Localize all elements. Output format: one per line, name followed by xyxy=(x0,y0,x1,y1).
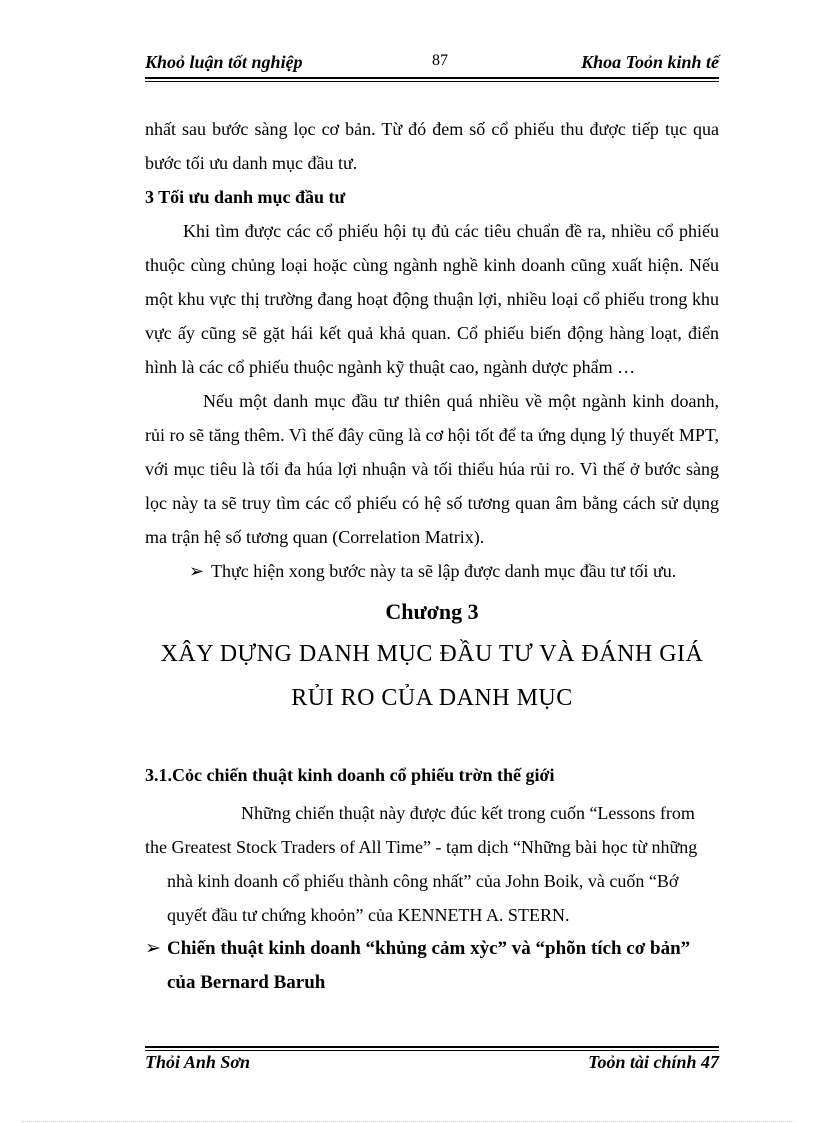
section-heading-optimize: 3 Tối ưu danh mục đầu tư xyxy=(145,187,346,207)
page-edge-divider xyxy=(22,1121,794,1122)
page-number: 87 xyxy=(432,52,448,69)
footer-class: Toỏn tài chính 47 xyxy=(588,1052,719,1072)
header-faculty-label: Khoa Toỏn kinh tế xyxy=(581,52,719,72)
page-header xyxy=(145,50,719,76)
bullet-baruch-line2: của Bernard Baruh xyxy=(167,972,326,993)
paragraph-optimize-intro: Khi tìm được các cổ phiếu hội tụ đủ các tiêu chuẩn đề ra, nhiều cổ phiếu thuộc cùng chủng loại hoặc cùng ngành nghề kinh doanh cũng xuất hiện. Nếu một khu vực thị trường đang hoạt động thuận lợi, nhiều loại cổ phiếu trong khu vực ấy cũng sẽ gặt hái kết quả khả quan. Cổ phiếu biến động hàng loạt, điển hình là các cổ phiếu thuộc ngành kỹ thuật cao, ngành dược phẩm … xyxy=(145,221,719,377)
bullet-baruch-line2-wrap xyxy=(145,966,719,1000)
chapter-number: Chương 3 xyxy=(385,599,479,624)
header-thesis-label: Khoỏ luận tốt nghiệp xyxy=(145,52,303,72)
header-rule xyxy=(145,77,719,82)
chapter-title-line1: XÂY DỰNG DANH MỤC ĐẦU TƯ VÀ ĐÁNH GIÁ xyxy=(160,641,704,667)
bullet-baruch-strategy xyxy=(145,932,719,966)
bullet-item xyxy=(145,554,719,588)
paragraph-strategies-line1: Những chiến thuật này được đúc kết trong cuốn “Lessons from xyxy=(241,803,695,823)
footer-rule xyxy=(145,1046,719,1051)
paragraph-strategies-line3: nhà kinh doanh cổ phiếu thành công nhất” của John Boik, và cuốn “Bớ xyxy=(167,871,679,891)
page-body xyxy=(145,112,719,1000)
paragraph-risk: Nếu một danh mục đầu tư thiên quá nhiều về một ngành kinh doanh, rủi ro sẽ tăng thêm. Vì thế đây cũng là cơ hội tốt để ta ứng dụng lý thuyết MPT, với mục tiêu là tối đa húa lợi nhuận và tối thiểu húa rủi ro. Vì thế ở bước sàng lọc này ta sẽ truy tìm các cổ phiếu có hệ số tương quan âm bằng cách sử dụng ma trận hệ số tương quan (Correlation Matrix). xyxy=(145,391,719,547)
arrow-bullet-icon: ➢ xyxy=(189,561,205,581)
arrow-bullet-icon: ➢ xyxy=(145,938,161,959)
paragraph-strategies-line4: quyết đầu tư chứng khoỏn” của KENNETH A. STERN. xyxy=(167,905,570,925)
bullet-text: Thực hiện xong bước này ta sẽ lập được danh mục đầu tư tối ưu. xyxy=(211,561,677,581)
page-footer xyxy=(145,1052,719,1076)
bullet-baruch-line1: Chiến thuật kinh doanh “khủng cảm xỳc” và “phõn tích cơ bản” xyxy=(167,938,691,959)
paragraph-continuation: nhất sau bước sàng lọc cơ bản. Từ đó đem số cổ phiếu thu được tiếp tục qua bước tối ưu danh mục đầu tư. xyxy=(145,119,719,173)
section-heading-strategies: 3.1.Cỏc chiến thuật kinh doanh cổ phiếu trờn thế giới xyxy=(145,765,555,785)
chapter-title-line2: RỦI RO CỦA DANH MỤC xyxy=(291,685,573,711)
footer-author: Thỏi Anh Sơn xyxy=(145,1052,251,1072)
paragraph-strategies-line2: the Greatest Stock Traders of All Time” - tạm dịch “Những bài học từ những xyxy=(145,837,698,857)
